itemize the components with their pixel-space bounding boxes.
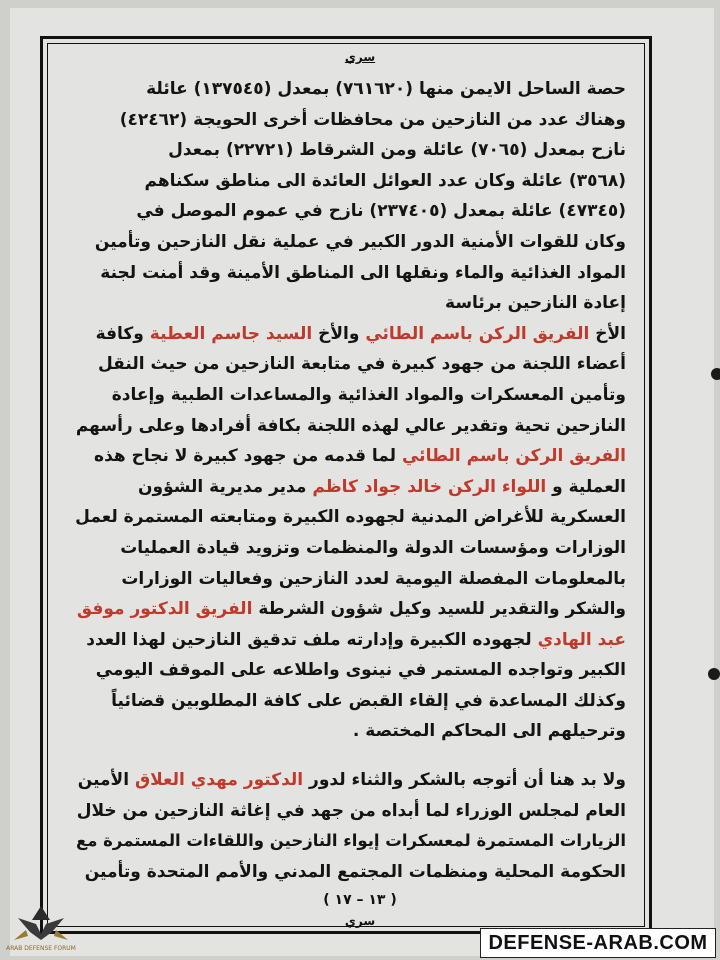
text-run: وتأمين المعسكرات والمواد الغذائية والمساعدات الطبية وإعادة (111, 384, 626, 405)
text-run: والشكر والتقدير للسيد وكيل شؤون الشرطة (252, 599, 626, 620)
highlighted-name: اللواء الركن خالد جواد كاظم (312, 476, 547, 497)
text-run: العام لمجلس الوزراء لما أبداه من جهد في إغاثة النازحين من خلال (76, 800, 626, 821)
text-line (66, 472, 626, 503)
text-line (66, 564, 626, 595)
text-line (66, 411, 626, 442)
text-line (66, 105, 626, 136)
text-line (66, 796, 626, 827)
classification-footer: سري (344, 914, 376, 928)
document-body (66, 74, 626, 887)
forum-logo-icon (6, 900, 76, 956)
text-run: وكان للقوات الأمنية الدور الكبير في عملية نقل النازحين وتأمين (94, 231, 626, 252)
classification-header: سري (344, 50, 376, 64)
paragraph-gap (66, 747, 626, 765)
text-line (66, 502, 626, 533)
text-line (66, 74, 626, 105)
site-watermark: DEFENSE-ARAB.COM (480, 928, 716, 958)
text-line (66, 625, 626, 656)
text-line (66, 765, 626, 796)
text-line (66, 380, 626, 411)
text-run: مدير مديرية الشؤون (138, 476, 313, 497)
punch-hole-upper (711, 368, 720, 380)
text-line (66, 319, 626, 350)
highlighted-name: الفريق الركن باسم الطائي (365, 323, 590, 344)
page-number: ( ١٣ – ١٧ ) (323, 892, 397, 908)
text-run: العملية و (546, 476, 626, 497)
text-run: لجهوده الكبيرة وإدارته ملف تدقيق النازحين لهذا العدد (86, 629, 538, 650)
text-run: إعادة النازحين برئاسة (445, 293, 626, 314)
text-line (66, 258, 626, 289)
text-run: وكذلك المساعدة في إلقاء القبض على كافة المطلوبين قضائياً (111, 690, 626, 711)
text-run: الحكومة المحلية ومنظمات المجتمع المدني والأمم المتحدة وتأمين (84, 861, 626, 882)
text-line (66, 716, 626, 747)
text-run: وترحيلهم الى المحاكم المختصة . (352, 721, 626, 742)
text-run: الكبير وتواجده المستمر في نينوى واطلاعه على الموقف اليومي (95, 660, 626, 681)
text-line (66, 441, 626, 472)
text-line (66, 196, 626, 227)
text-line (66, 227, 626, 258)
text-run: الأمين (77, 770, 135, 791)
text-run: والأخ (312, 323, 366, 344)
text-line (66, 655, 626, 686)
punch-hole-lower (708, 668, 720, 680)
highlighted-name: عبد الهادي (537, 629, 626, 650)
text-run: بالمعلومات المفصلة اليومية لعدد النازحين وفعاليات الوزارات (121, 568, 626, 589)
text-line (66, 686, 626, 717)
text-line (66, 349, 626, 380)
text-line (66, 288, 626, 319)
text-run: ولا بد هنا أن أتوجه بالشكر والثناء لدور (303, 770, 626, 791)
text-line (66, 594, 626, 625)
text-run: أعضاء اللجنة من جهود كبيرة في متابعة النازحين من حيث النقل (97, 354, 626, 375)
text-run: النازحين تحية وتقدير عالي لهذه اللجنة بكافة أفرادها وعلى رأسهم (75, 415, 626, 436)
text-run: المواد الغذائية والماء ونقلها الى المناطق الأمينة وقد أمنت لجنة (100, 262, 626, 283)
text-run: وكافة (95, 323, 150, 344)
text-run: (٤٧٣٤٥) عائلة بمعدل (٢٣٧٤٠٥) نازح في عموم الموصل في (136, 201, 626, 222)
highlighted-name: السيد جاسم العطية (149, 323, 313, 344)
text-line (66, 166, 626, 197)
text-line (66, 533, 626, 564)
text-line (66, 857, 626, 888)
svg-text:ARAB DEFENSE FORUM: ARAB DEFENSE FORUM (6, 945, 76, 952)
text-line (66, 826, 626, 857)
highlighted-name: الدكتور مهدي العلاق (134, 770, 304, 791)
text-line (66, 135, 626, 166)
highlighted-name: الفريق الدكتور موفق (76, 599, 253, 620)
text-run: الأخ (589, 323, 626, 344)
text-run: نازح بمعدل (٧٠٦٥) عائلة ومن الشرقاط (٢٢٧٢١) بمعدل (168, 140, 626, 161)
text-run: العسكرية للأغراض المدنية لجهوده الكبيرة ومتابعته المستمرة لعمل (75, 507, 626, 528)
text-run: لما قدمه من جهود كبيرة لا نجاح هذه (94, 446, 402, 467)
text-run: (٣٥٦٨) عائلة وكان عدد العوائل العائدة الى مناطق سكناهم (144, 170, 626, 191)
text-run: الوزارات ومؤسسات الدولة والمنظمات وتزويد قيادة العمليات (120, 537, 626, 558)
highlighted-name: الفريق الركن باسم الطائي (401, 446, 626, 467)
text-run: الزيارات المستمرة لمعسكرات إيواء النازحين واللقاءات المستمرة مع (75, 831, 626, 851)
text-run: حصة الساحل الايمن منها (٧٦١٦٢٠) بمعدل (١٣٧٥٤٥) عائلة (146, 79, 626, 99)
text-run: وهناك عدد من النازحين من محافظات أخرى الحويجة (٤٢٤٦٢) (119, 109, 626, 130)
